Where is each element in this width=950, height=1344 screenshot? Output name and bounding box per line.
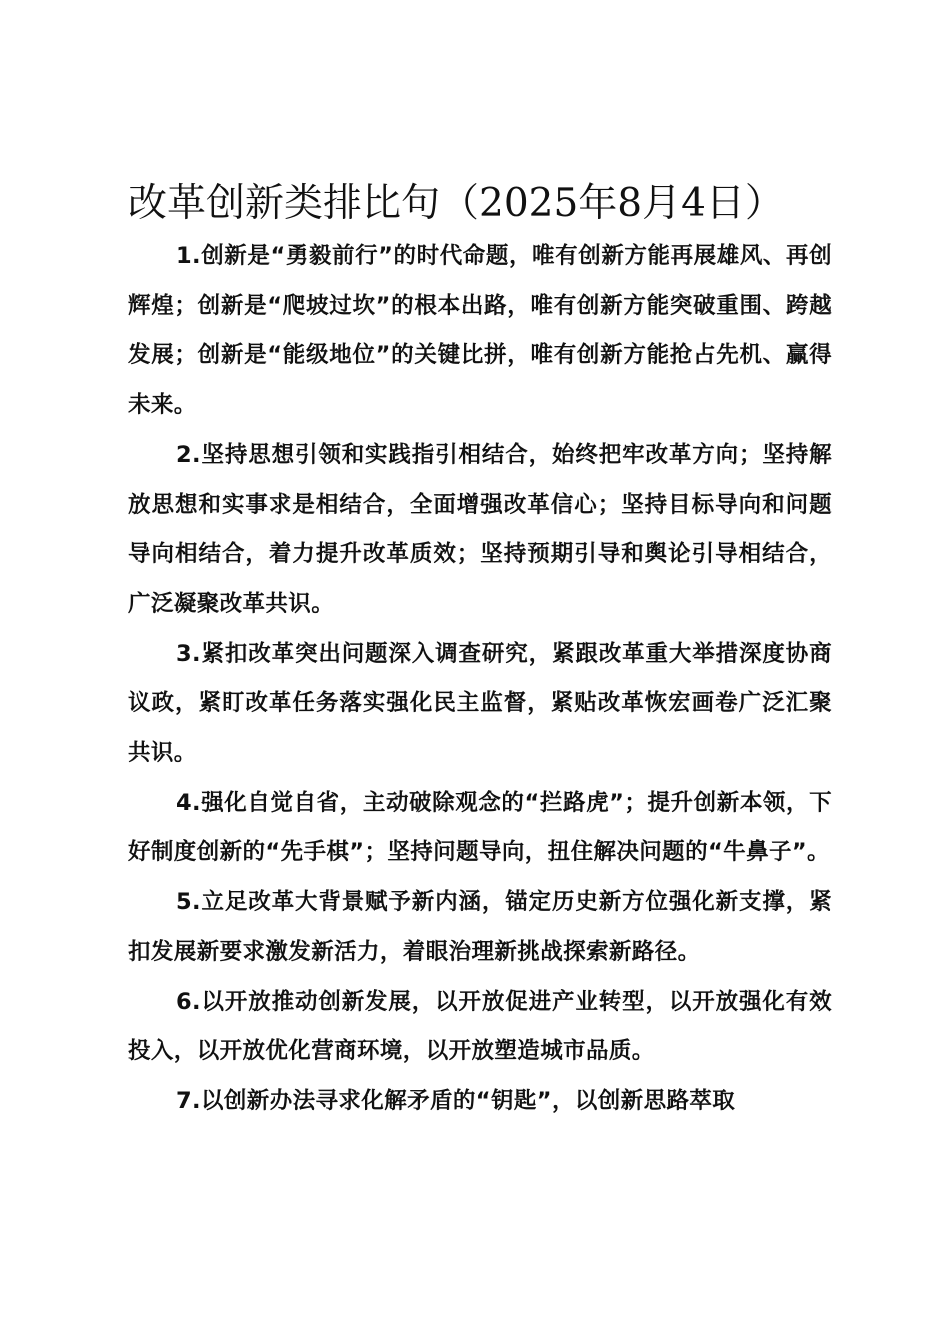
paragraph-7: 7.以创新办法寻求化解矛盾的“钥匙”，以创新思路萃取 (176, 1087, 736, 1114)
paragraph-1: 1.创新是“勇毅前行”的时代命题，唯有创新方能再展雄风、再创辉煌；创新是“爬坡过坎”的根本出路，唯有创新方能突破重围、跨越发展；创新是“能级地位”的关键比拼，唯有创新方能抢占先机、赢得未来。 (128, 243, 832, 419)
document-title: 改革创新类排比句（2025年8月4日） (128, 181, 784, 226)
paragraph-4: 4.强化自觉自省，主动破除观念的“拦路虎”；提升创新本领，下好制度创新的“先手棋”；坚持问题导向，扭住解决问题的“牛鼻子”。 (128, 789, 832, 866)
paragraph-6: 6.以开放推动创新发展，以开放促进产业转型，以开放强化有效投入，以开放优化营商环境，以开放塑造城市品质。 (128, 988, 832, 1065)
document-body (128, 232, 832, 1127)
paragraph-2: 2.坚持思想引领和实践指引相结合，始终把牢改革方向；坚持解放思想和实事求是相结合，全面增强改革信心；坚持目标导向和问题导向相结合，着力提升改革质效；坚持预期引导和舆论引导相结合，广泛凝聚改革共识。 (128, 441, 832, 617)
paragraph-3: 3.紧扣改革突出问题深入调查研究，紧跟改革重大举措深度协商议政，紧盯改革任务落实强化民主监督，紧贴改革恢宏画卷广泛汇聚共识。 (128, 640, 832, 767)
paragraph-5: 5.立足改革大背景赋予新内涵，锚定历史新方位强化新支撑，紧扣发展新要求激发新活力，着眼治理新挑战探索新路径。 (128, 889, 832, 965)
